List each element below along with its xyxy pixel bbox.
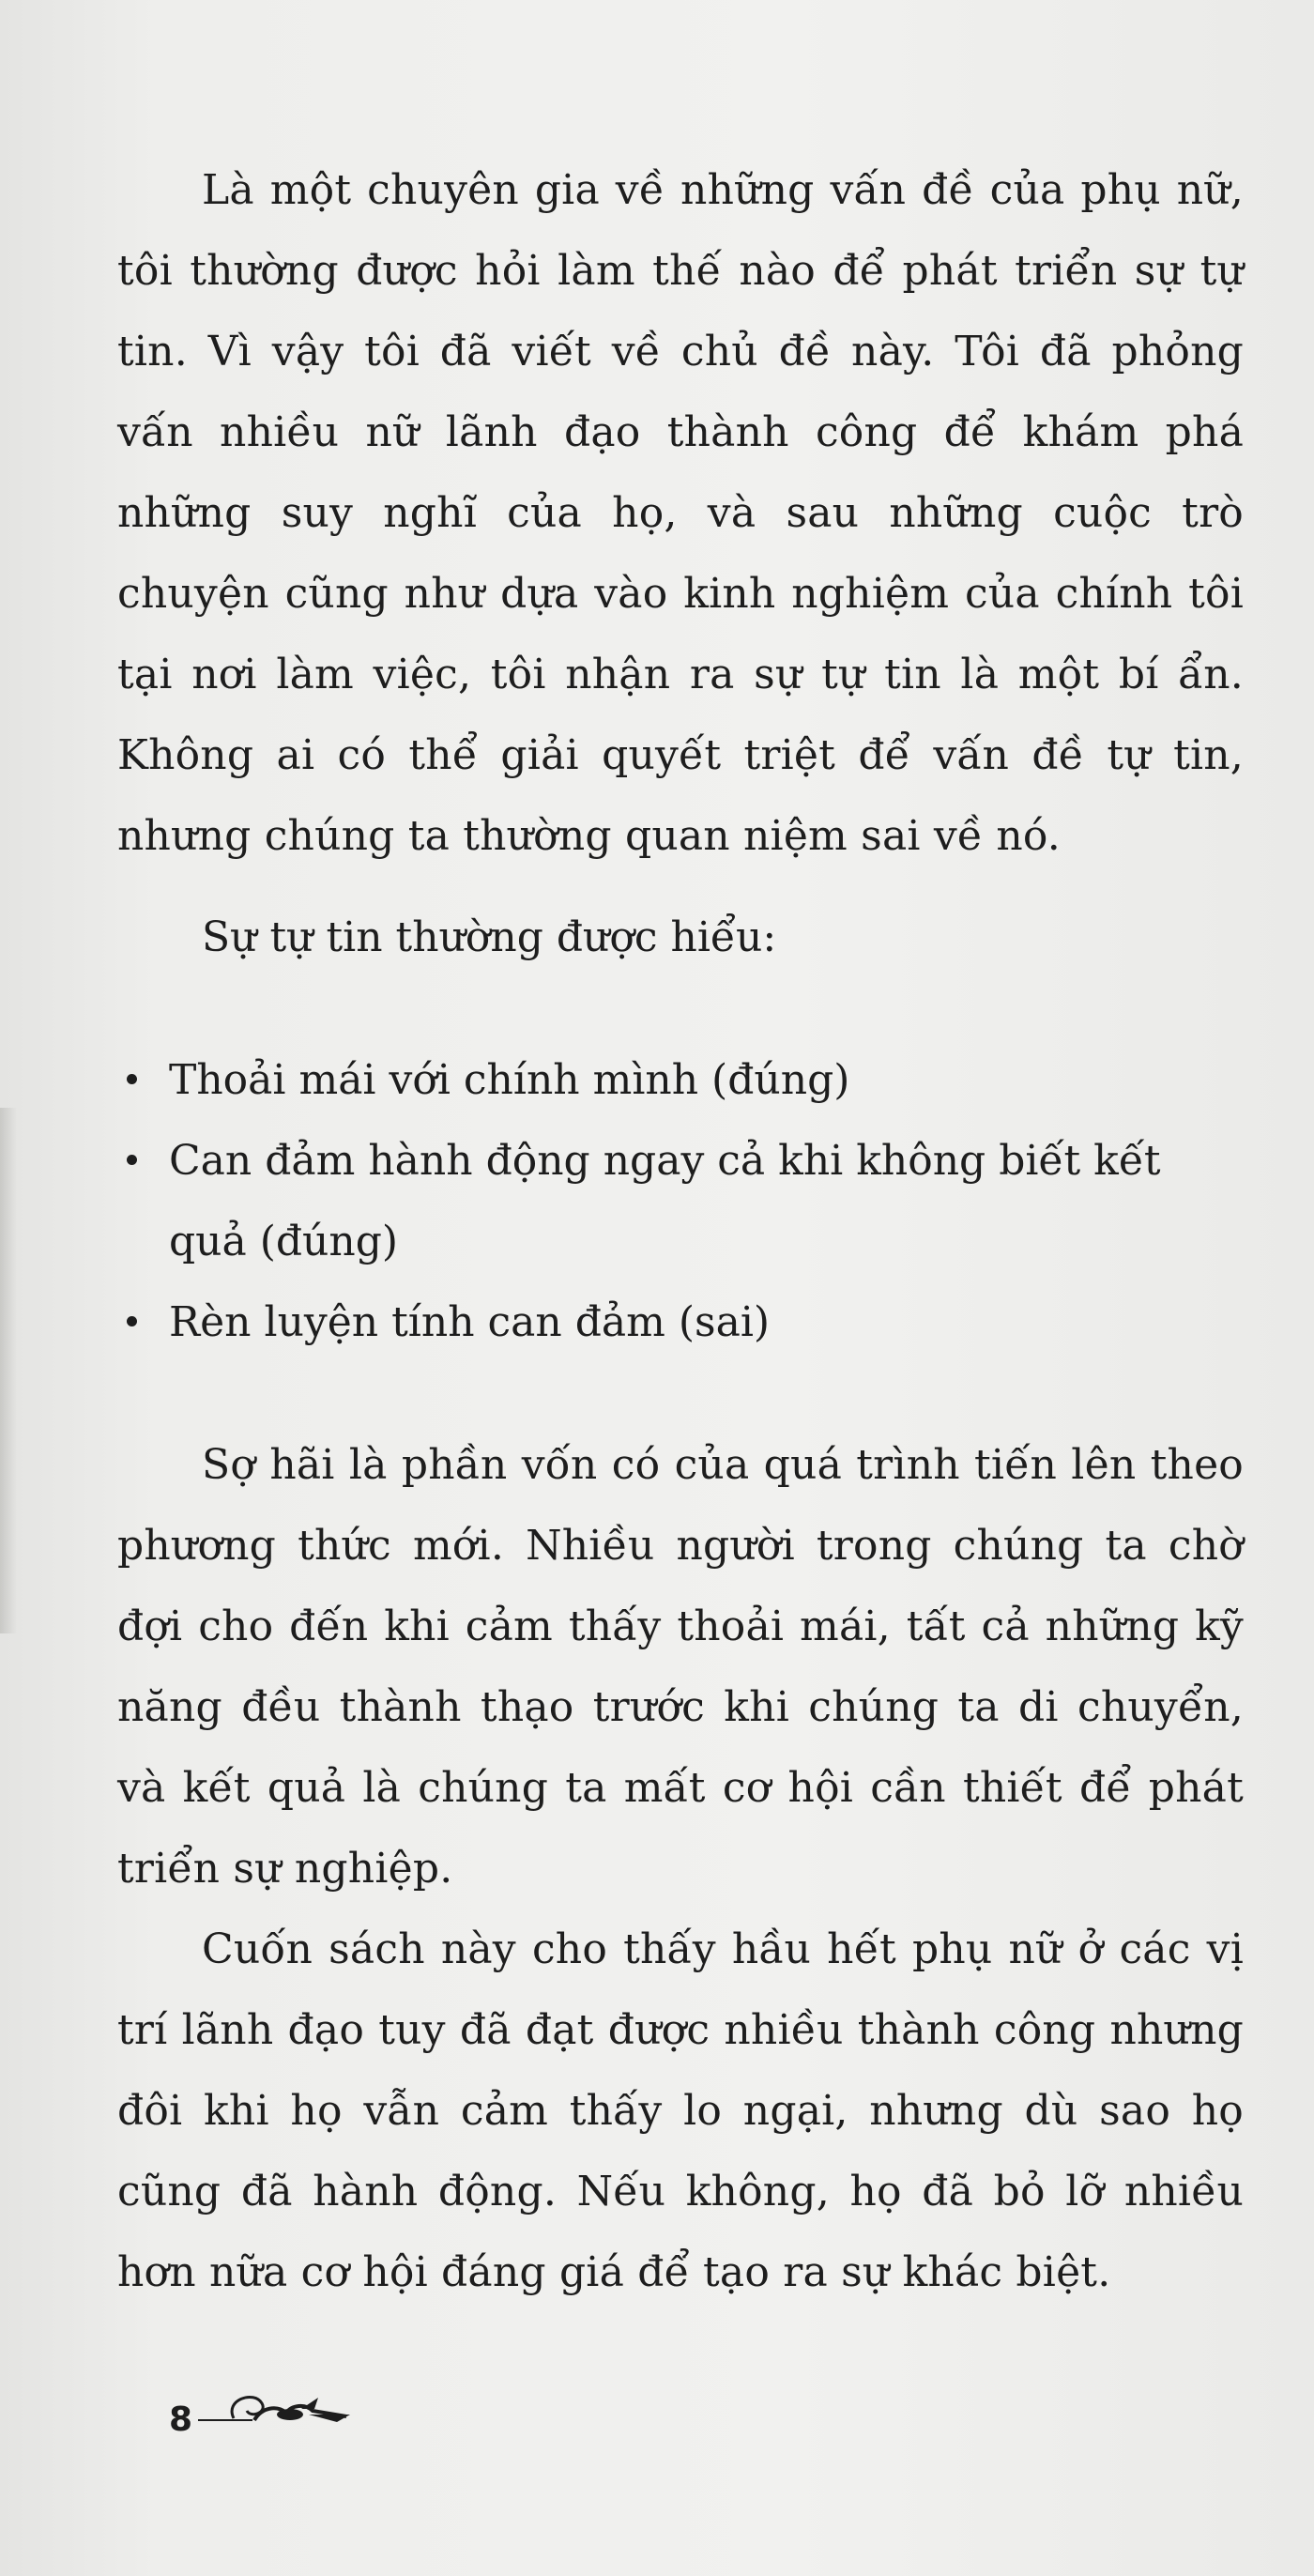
- list-item-text: Can đảm hành động ngay cả khi không biết kết quả (đúng): [169, 1137, 1161, 1265]
- list-item-text: Rèn luyện tính can đảm (sai): [169, 1298, 771, 1346]
- list-item: [117, 1282, 1244, 1363]
- bullet-icon: [127, 1155, 137, 1165]
- paragraph-fear: Sợ hãi là phần vốn có của quá trình tiến lên theo phương thức mới. Nhiều người trong chúng ta chờ đợi cho đến khi cảm thấy thoải mái, tất cả những kỹ năng đều thành thạo trước khi chúng ta di chuyển, và kết quả là chúng ta mất cơ hội cần thiết để phát triển sự nghiệp.: [117, 1441, 1244, 1893]
- page-number: 8: [169, 2400, 193, 2439]
- bullet-icon: [127, 1074, 137, 1084]
- list-item-text: Thoải mái với chính mình (đúng): [169, 1056, 850, 1104]
- list-lead: Sự tự tin thường được hiểu:: [202, 913, 777, 961]
- page-footer: [169, 2383, 356, 2439]
- page-edge-shadow: [0, 1108, 17, 1633]
- bullet-list: [117, 1040, 1244, 1363]
- paragraph-intro: Là một chuyên gia về những vấn đề của phụ nữ, tôi thường được hỏi làm thế nào để phát triển sự tự tin. Vì vậy tôi đã viết về chủ đề này. Tôi đã phỏng vấn nhiều nữ lãnh đạo thành công để khám phá những suy nghĩ của họ, và sau những cuộc trò chuyện cũng như dựa vào kinh nghiệm của chính tôi tại nơi làm việc, tôi nhận ra sự tự tin là một bí ẩn. Không ai có thể giải quyết triệt để vấn đề tự tin, nhưng chúng ta thường quan niệm sai về nó.: [117, 166, 1244, 860]
- list-item: [117, 1040, 1244, 1121]
- paragraph-book: Cuốn sách này cho thấy hầu hết phụ nữ ở các vị trí lãnh đạo tuy đã đạt được nhiều thành công nhưng đôi khi họ vẫn cảm thấy lo ngại, nhưng dù sao họ cũng đã hành động. Nếu không, họ đã bỏ lỡ nhiều hơn nữa cơ hội đáng giá để tạo ra sự khác biệt.: [117, 1925, 1244, 2296]
- decorative-flourish-icon: [196, 2383, 356, 2439]
- list-item: [117, 1121, 1244, 1282]
- body-text: [117, 150, 1244, 2313]
- bullet-icon: [127, 1316, 137, 1326]
